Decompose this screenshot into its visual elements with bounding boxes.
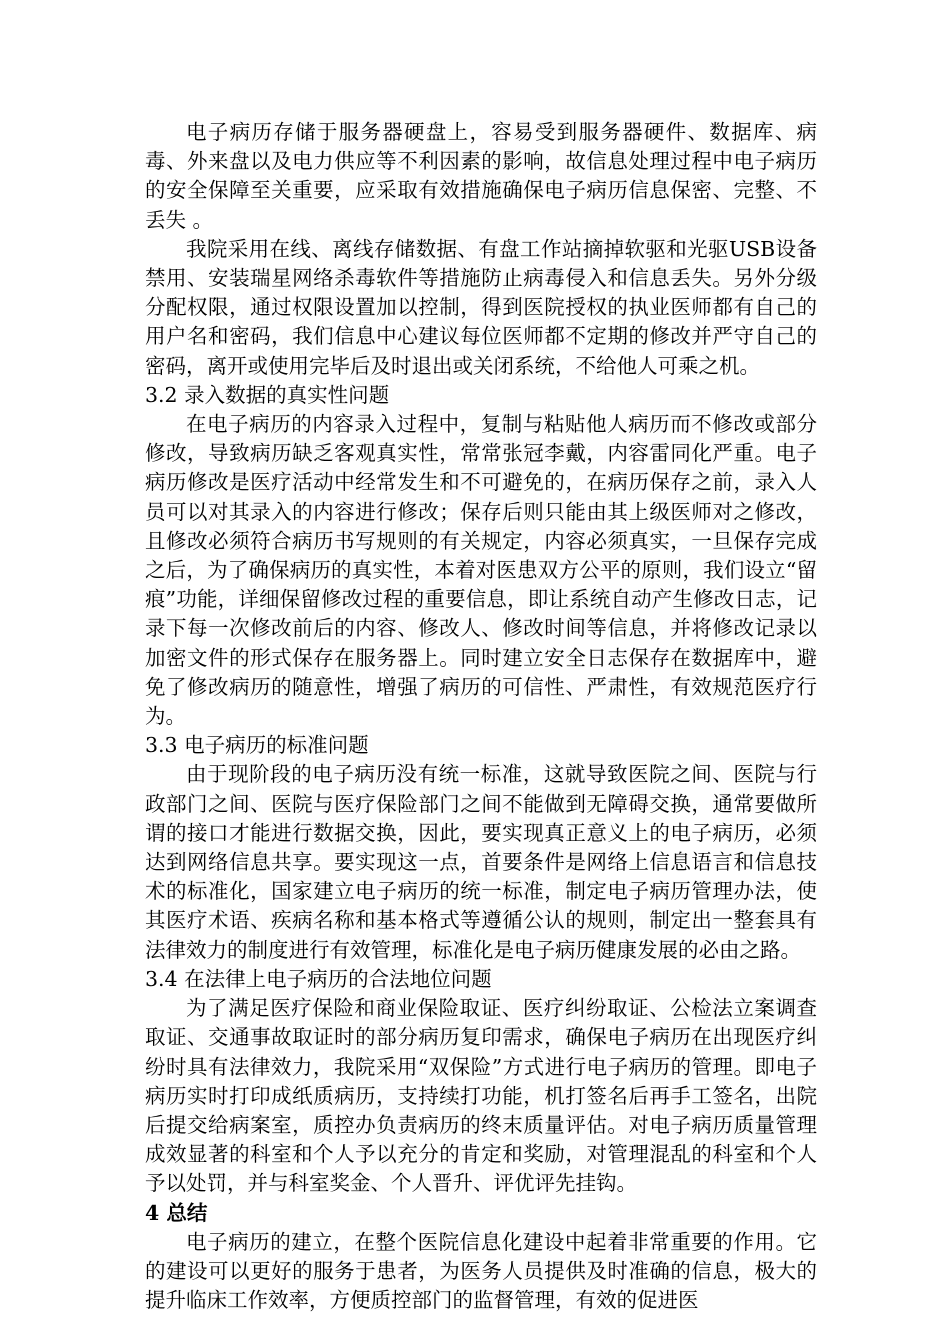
- heading-3-2: 3.2 录入数据的真实性问题: [145, 382, 390, 407]
- heading-3-4: 3.4 在法律上电子病历的合法地位问题: [145, 966, 492, 991]
- heading-3-3: 3.3 电子病历的标准问题: [145, 733, 369, 758]
- paragraph-security-measures: 我院采用在线、离线存储数据、有盘工作站摘掉软驱和光驱USB设备禁用、安装瑞星网络杀毒软件等措施防止病毒侵入和信息丢失。另外分级分配权限，通过权限设置加以控制，得到医院授权的执业医师都有自己的用户名和密码，我们信息中心建议每位医师都不定期的修改并严守自己的密码，离开或使用完毕后及时退出或关闭系统，不给他人可乘之机。: [145, 236, 817, 378]
- paragraph-standards: 由于现阶段的电子病历没有统一标准，这就导致医院之间、医院与行政部门之间、医院与医疗保险部门之间不能做到无障碍交换，通常要做所谓的接口才能进行数据交换，因此，要实现真正意义上的电子病历，必须达到网络信息共享。要实现这一点，首要条件是网络上信息语言和信息技术的标准化，国家建立电子病历的统一标准，制定电子病历管理办法，使其医疗术语、疾病名称和基本格式等遵循公认的规则，制定出一整套具有法律效力的制度进行有效管理，标准化是电子病历健康发展的必由之路。: [145, 762, 817, 962]
- paragraph-summary: 电子病历的建立，在整个医院信息化建设中起着非常重要的作用。它的建设可以更好的服务于患者，为医务人员提供及时准确的信息，极大的提升临床工作效率，方便质控部门的监督管理，有效的促进医: [145, 1229, 817, 1313]
- paragraph-legal-status: 为了满足医疗保险和商业保险取证、医疗纠纷取证、公检法立案调查取证、交通事故取证时的部分病历复印需求，确保电子病历在出现医疗纠纷时具有法律效力，我院采用“双保险”方式进行电子病历的管理。即电子病历实时打印成纸质病历，支持续打功能，机打签名后再手工签名，出院后提交给病案室，质控办负责病历的终末质量评估。对电子病历质量管理成效显著的科室和个人予以充分的肯定和奖励，对管理混乱的科室和个人予以处罚，并与科室奖金、个人晋升、评优评先挂钩。: [145, 996, 817, 1196]
- paragraph-data-authenticity: 在电子病历的内容录入过程中，复制与粘贴他人病历而不修改或部分修改，导致病历缺乏客观真实性，常常张冠李戴，内容雷同化严重。电子病历修改是医疗活动中经常发生和不可避免的，在病历保存之前，录入人员可以对其录入的内容进行修改；保存后则只能由其上级医师对之修改，且修改必须符合病历书写规则的有关规定，内容必须真实，一旦保存完成之后，为了确保病历的真实性，本着对医患双方公平的原则，我们设立“留痕”功能，详细保留修改过程的重要信息，即让系统自动产生修改日志，记录下每一次修改前后的内容、修改人、修改时间等信息，并将修改记录以加密文件的形式保存在服务器上。同时建立安全日志保存在数据库中，避免了修改病历的随意性，增强了病历的可信性、严肃性，有效规范医疗行为。: [145, 412, 817, 729]
- paragraph-data-security: 电子病历存储于服务器硬盘上，容易受到服务器硬件、数据库、病毒、外来盘以及电力供应等不利因素的影响，故信息处理过程中电子病历的安全保障至关重要，应采取有效措施确保电子病历信息保密、完整、不丢失 。: [145, 120, 817, 232]
- document-page: [145, 118, 817, 1315]
- heading-4-summary: 4 总结: [145, 1200, 208, 1225]
